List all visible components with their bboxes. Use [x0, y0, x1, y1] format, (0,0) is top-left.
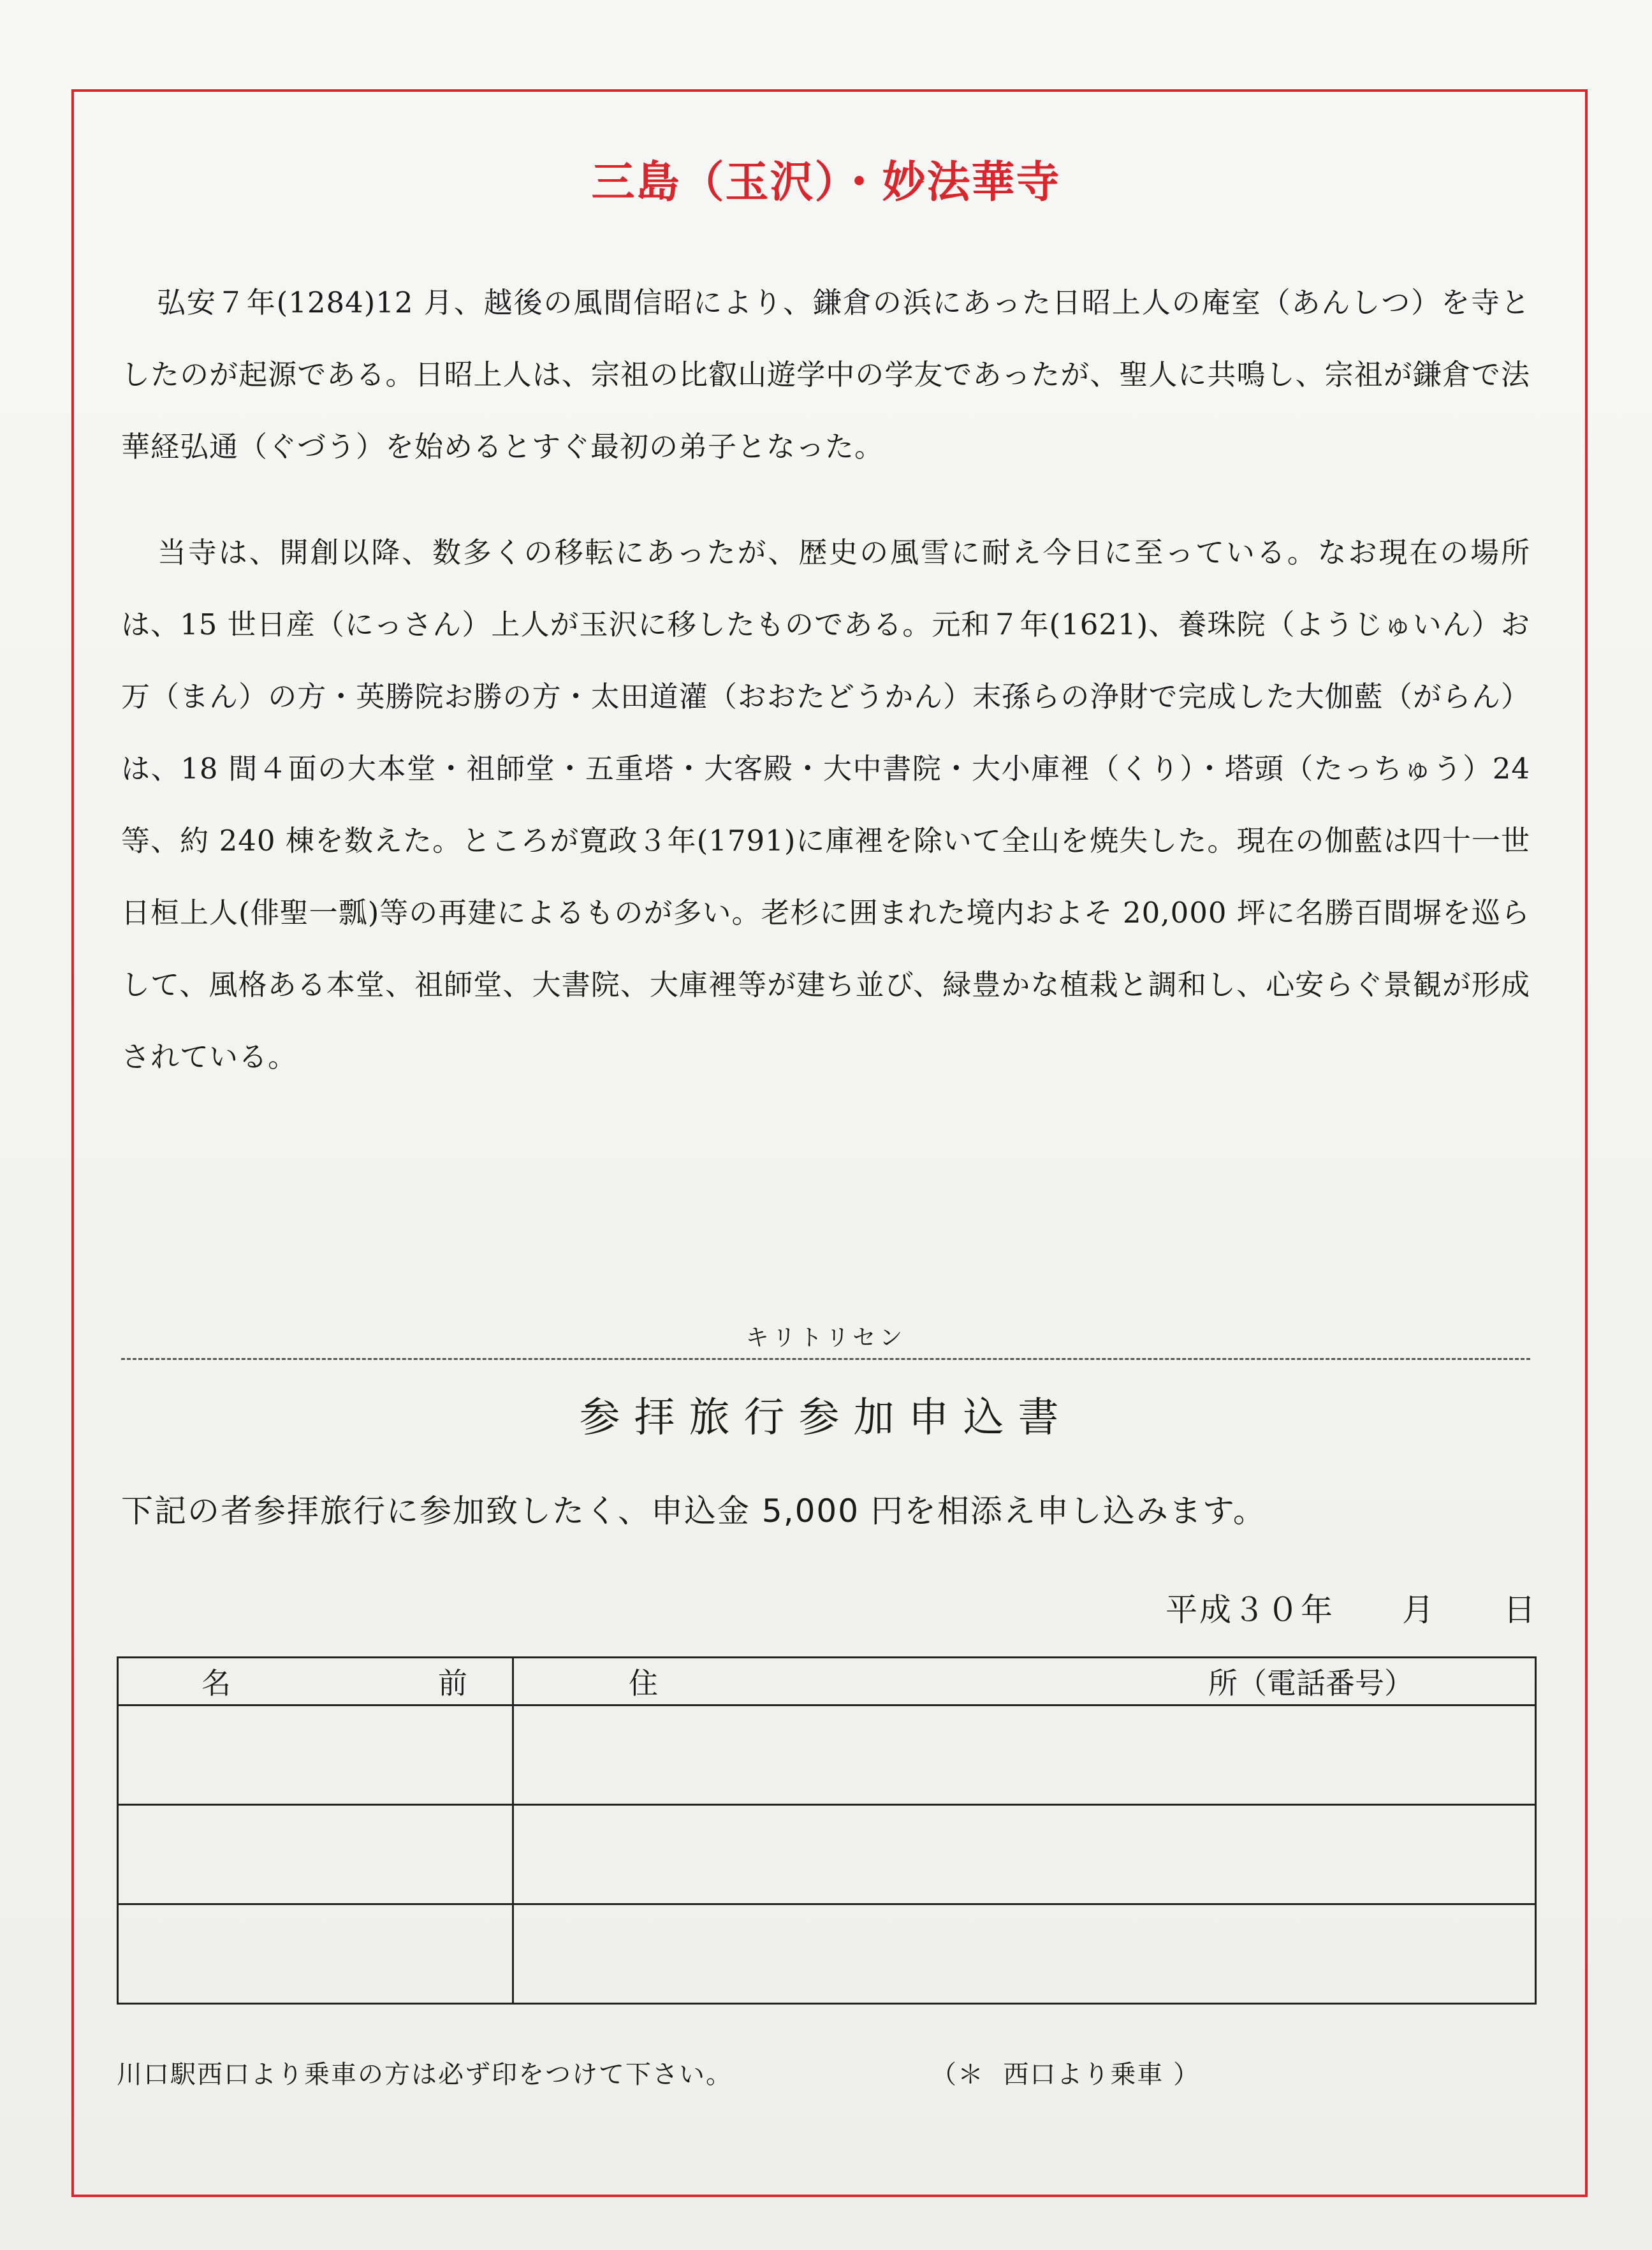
address-column-header [513, 1658, 1536, 1706]
paragraph-temple-text: 当寺は、開創以降、数多くの移転にあったが、歴史の風雪に耐え今日に至っている。なお現在の場所は、15 世日産（にっさん）上人が玉沢に移したものである。元和７年(1621)、養珠院（ようじゅいん）お万（まん）の方・英勝院お勝の方・太田道灌（おおたどうかん）末孫らの浄財で完成した大伽藍（がらん）は、18 間４面の大本堂・祖師堂・五重塔・大客殿・大中書院・大小庫裡（くり）・塔頭（たっちゅう）24 等、約 240 棟を数えた。ところが寛政３年(1791)に庫裡を除いて全山を焼失した。現在の伽藍は四十一世日桓上人(俳聖一瓢)等の再建によるものが多い。老杉に囲まれた境内およそ 20,000 坪に名勝百間塀を巡らして、風格ある本堂、祖師堂、大書院、大庫裡等が建ち並び、緑豊かな植栽と調和し、心安らぐ景観が形成されている。 [121, 536, 1530, 1074]
address-cell[interactable] [513, 1805, 1536, 1904]
name-column-header [118, 1658, 513, 1706]
table-header-row [118, 1658, 1536, 1706]
name-header-char-1: 名 [201, 1666, 231, 1700]
address-cell[interactable] [513, 1706, 1536, 1805]
name-cell[interactable] [118, 1904, 513, 2004]
paragraph-history-text: 弘安７年(1284)12 月、越後の風間信昭により、鎌倉の浜にあった日昭上人の庵室（あんしつ）を寺としたのが起源である。日昭上人は、宗祖の比叡山遊学中の学友であったが、聖人に共鳴し、宗祖が鎌倉で法華経弘通（ぐづう）を始めるとすぐ最初の弟子となった。 [121, 286, 1530, 464]
application-date[interactable]: 平成３０年 月 日 [1166, 1591, 1537, 1628]
boarding-notice: 川口駅西口より乗車の方は必ず印をつけて下さい。 [117, 2060, 733, 2089]
address-cell[interactable] [513, 1904, 1536, 2004]
address-header-char-2: 所（電話番号） [1208, 1666, 1414, 1700]
address-header-char-1: 住 [629, 1666, 658, 1700]
cut-line [121, 1358, 1530, 1360]
name-cell[interactable] [118, 1805, 513, 1904]
applicant-table [117, 1656, 1537, 2005]
table-row [118, 1805, 1536, 1904]
west-exit-mark-field[interactable]: （＊ 西口より乗車 ） [931, 2060, 1201, 2089]
document-title: 三島（玉沢）・妙法華寺 [591, 157, 1061, 208]
name-header-char-2: 前 [438, 1666, 467, 1700]
application-statement: 下記の者参拝旅行に参加致したく、申込金 5,000 円を相添え申し込みます。 [121, 1493, 1266, 1530]
table-row [118, 1904, 1536, 2004]
name-cell[interactable] [118, 1706, 513, 1805]
cut-line-label: キリトリセン [745, 1325, 907, 1351]
application-form-title: 参拝旅行参加申込書 [579, 1394, 1073, 1442]
paragraph-history [121, 267, 1530, 483]
paragraph-temple [121, 516, 1530, 1093]
table-row [118, 1706, 1536, 1805]
